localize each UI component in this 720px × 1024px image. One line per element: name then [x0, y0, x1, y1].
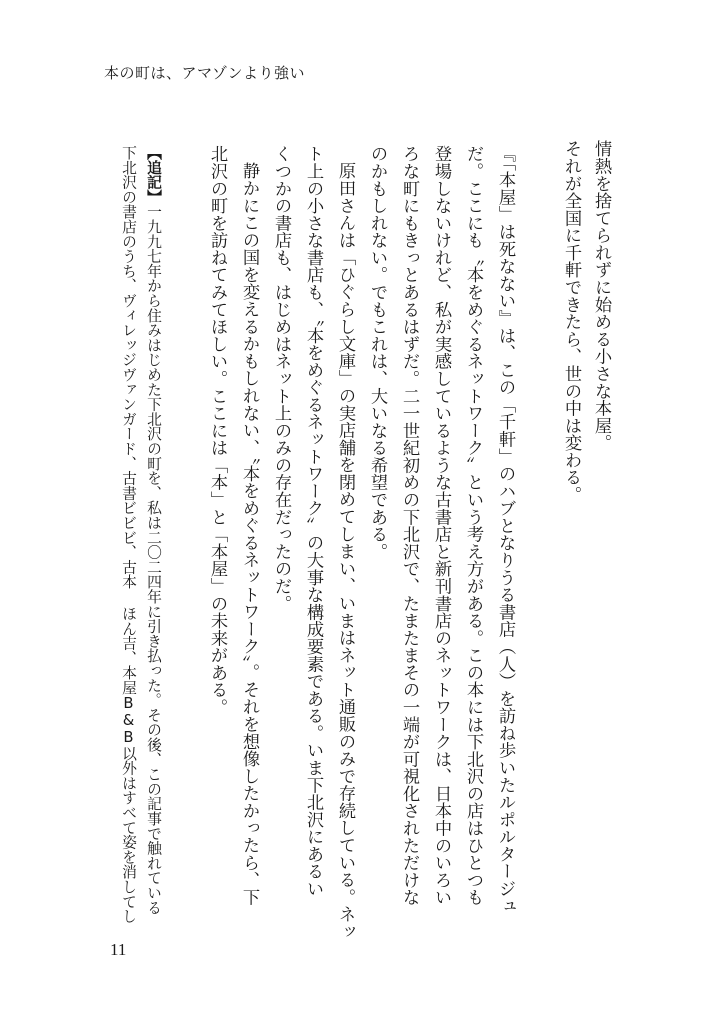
text-line: それが全国に千軒できたら、世の中は変わる。 — [561, 140, 581, 504]
page-number: 11 — [110, 940, 127, 959]
postscript-line — [144, 145, 162, 935]
postscript-text: 一九九七年から住みはじめた下北沢の町を、私は二〇二四年に引き払った。その後、この記事で触れている — [145, 204, 162, 915]
text-line: 『「本屋」は死なない』は、この「千軒」のハブとなりうる書店（人）を訪ね歩いたルポルタージュ — [495, 145, 515, 915]
text-line: のかもしれない。でもこれは、大いなる希望である。 — [367, 145, 387, 560]
postscript-line: 下北沢の書店のうち、ヴィレッジヴァンガード、古書ビビビ、古本 ほん吉、本屋B&B以外はすべて姿を消してし — [120, 145, 137, 924]
text-line: だ。ここにも〝本をめぐるネットワーク〟という考え方がある。この本には下北沢の店はひとつも — [463, 145, 483, 906]
text-line: 静かにこの国を変えるかもしれない、〝本をめぐるネットワーク〟。それを想像したかったら、下 — [239, 162, 259, 906]
text-line: 情熱を捨てられずに始める小さな本屋。 — [591, 140, 611, 452]
text-line: ろな町にもきっとあるはずだ。二一世紀初めの下北沢で、たまたまその一端が可視化されただけな — [399, 145, 419, 906]
text-line: 原田さんは「ひぐらし文庫」の実店舗を閉めてしまい、いまはネット通販のみで存続している。ネッ — [335, 162, 355, 941]
text-line: 北沢の町を訪ねてみてほしい。ここには「本」と「本屋」の未来がある。 — [207, 145, 227, 716]
running-header: 本の町は、アマゾンより強い — [104, 64, 306, 82]
text-line: 登場しないけれど、私が実感しているような古書店と新刊書店のネットワークは、日本中のいろい — [431, 145, 451, 906]
text-line: くつかの書店も、はじめはネット上のみの存在だったのだ。 — [271, 145, 291, 612]
postscript-label: 【追記】 — [145, 145, 162, 205]
text-line: ト上の小さな書店も、〝本をめぐるネットワーク〟の大事な構成要素である。いま下北沢にあるい — [303, 145, 323, 898]
